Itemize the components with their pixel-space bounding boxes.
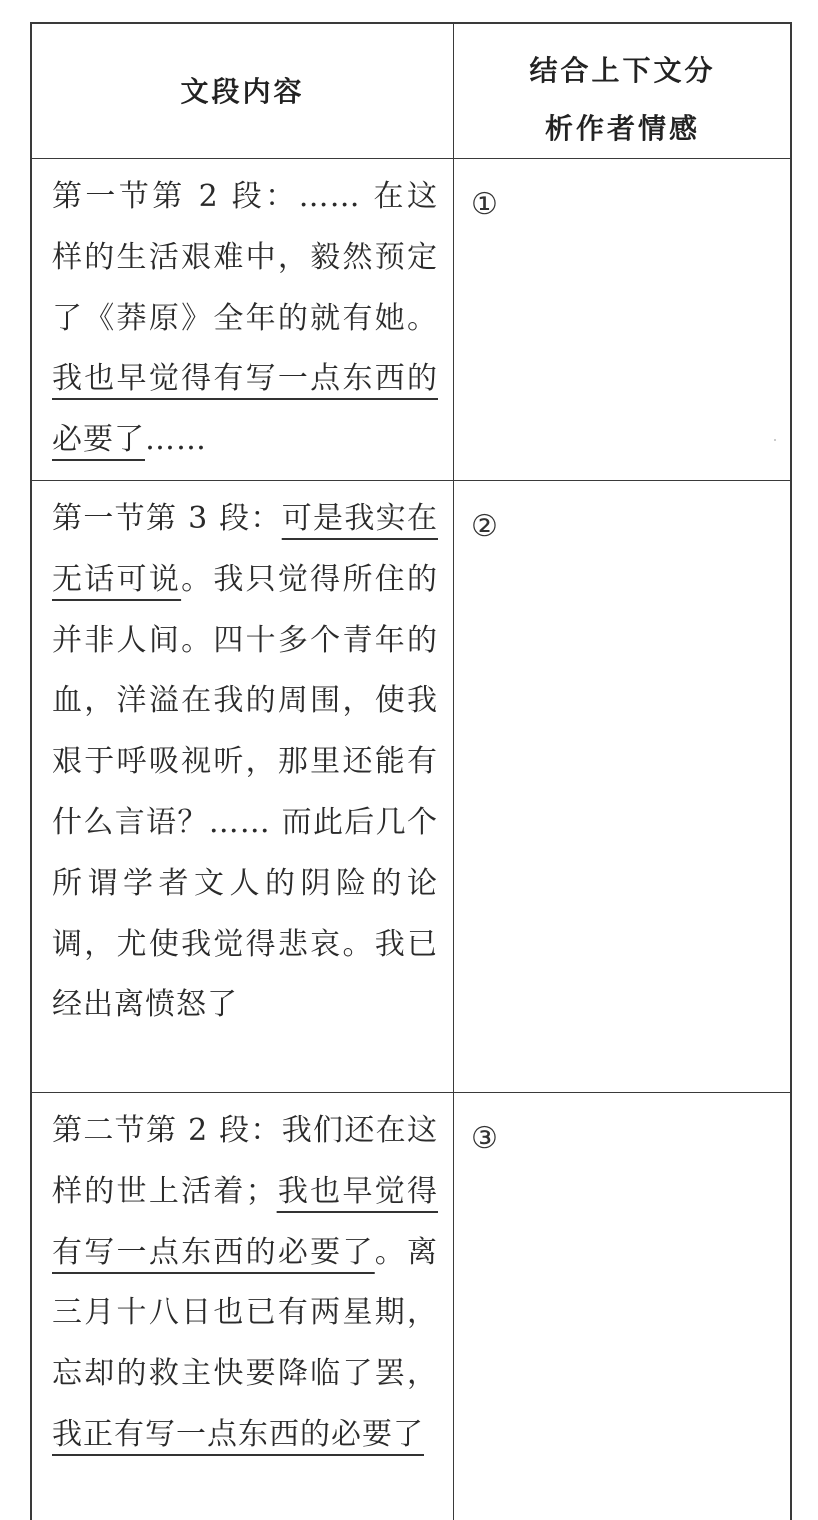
answer-marker: ② <box>471 509 498 544</box>
content-cell <box>32 481 453 1092</box>
header-cell-content <box>32 24 453 158</box>
underlined-sentence: 我也早觉得有写一点东西的必要了 <box>52 361 438 458</box>
passage-segment: 第一节第 2 段：…… 在这样的生活艰难中，毅然预定了《莽原》全年的就有她。 <box>52 179 438 336</box>
answer-marker: ① <box>471 187 498 222</box>
passage-segment: 。离三月十八日也已有两星期，忘却的救主快要降临了罢， <box>52 1234 439 1392</box>
content-cell <box>32 1093 453 1520</box>
answer-cell[interactable] <box>455 481 790 1092</box>
answer-marker: ③ <box>471 1121 498 1156</box>
answer-cell[interactable] <box>455 159 790 480</box>
scan-speck <box>774 439 776 441</box>
passage-text <box>52 167 438 471</box>
passage-segment: …… <box>145 422 207 458</box>
analysis-table <box>30 22 792 1520</box>
header-right-label-line1: 结合上下文分 <box>529 54 716 87</box>
underlined-sentence: 我也早觉得有写一点东西的必要了 <box>52 1173 439 1270</box>
table-row <box>32 481 790 1093</box>
passage-segment: 第一节第 3 段： <box>52 501 282 536</box>
passage-segment: 第二节第 2 段：我们还在这样的世上活着； <box>52 1113 438 1209</box>
passage-text <box>52 1101 438 1466</box>
underlined-sentence: 我正有写一点东西的必要了 <box>52 1416 424 1452</box>
table-row <box>32 159 790 481</box>
passage-text <box>52 489 438 1036</box>
content-cell <box>32 159 453 480</box>
table-row <box>32 1093 790 1520</box>
answer-cell[interactable] <box>455 1093 790 1520</box>
passage-segment: 。我只觉得所住的并非人间。四十多个青年的血，洋溢在我的周围，使我艰于呼吸视听，那里还能有什么言语？…… 而此后几个所谓学者文人的阴险的论调，尤使我觉得悲哀。我已经出离愤怒了 <box>52 561 439 1023</box>
table-header-row <box>32 24 790 159</box>
header-right-label-line2: 析作者情感 <box>544 112 700 145</box>
header-cell-analysis <box>455 24 790 158</box>
header-left-label: 文段内容 <box>180 75 305 108</box>
underlined-sentence: 可是我实在无话可说 <box>52 501 438 597</box>
